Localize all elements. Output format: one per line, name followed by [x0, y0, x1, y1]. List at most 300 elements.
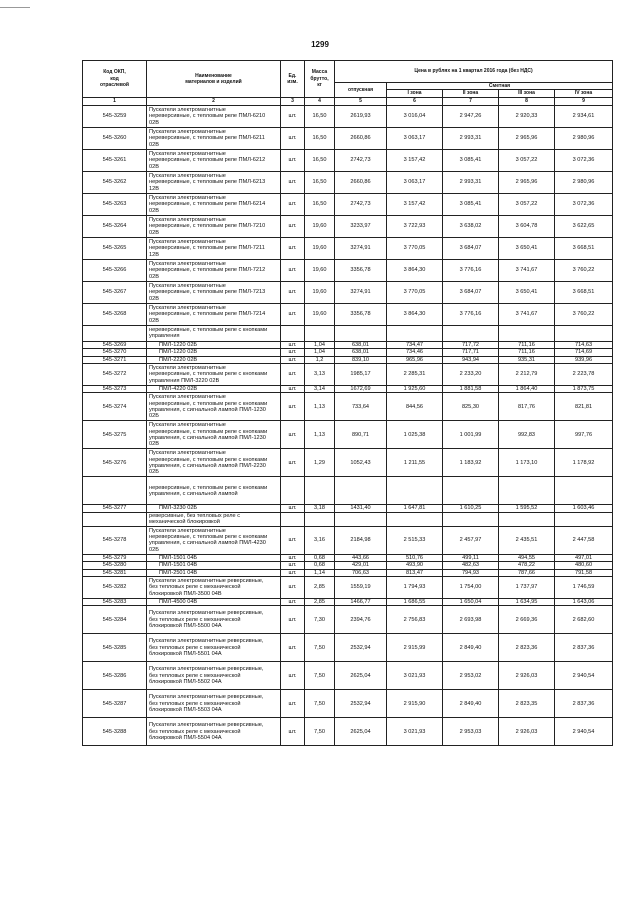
cell-mass: 3,16 [305, 526, 335, 554]
cell-mass: 2,85 [305, 599, 335, 606]
cell-zone-3-price: 3 057,22 [499, 193, 555, 215]
cell-name: Пускатели электромагнитные нереверсивные, с тепловым реле с кнопками управления ПМЛ-3220 02В [147, 364, 281, 386]
cell-unit: шт. [281, 349, 305, 356]
cell-zone-2-price: 2 947,26 [443, 105, 499, 127]
cell-zone-3-price: 478,22 [499, 562, 555, 569]
cell-mass: 7,50 [305, 718, 335, 746]
column-number: 2 [147, 97, 281, 105]
column-number: 7 [443, 97, 499, 105]
cell-name: Пускатели электромагнитные нереверсивные, с тепловым реле с кнопками управления, с сигнальной лампой ПМЛ-1230 02Б [147, 393, 281, 421]
cell-code: 545-3270 [83, 349, 147, 356]
cell-name: Пускатели электромагнитные нереверсивные, с тепловым реле ПМЛ-7212 02В [147, 259, 281, 281]
table-row [83, 149, 613, 171]
cell-release-price: 2742,73 [335, 193, 387, 215]
cell-code: 545-3262 [83, 171, 147, 193]
cell-zone-3-price: 711,16 [499, 349, 555, 356]
cell-release-price: 443,66 [335, 554, 387, 561]
cell-zone-2-price: 1 881,58 [443, 386, 499, 393]
cell-zone-3-price: 3 604,78 [499, 215, 555, 237]
cell-name: Пускатели электромагнитные нереверсивные, с тепловым реле ПМЛ-7214 02В [147, 303, 281, 325]
cell-name: Пускатели электромагнитные реверсивные, без тепловых реле с механической блокировкой ПМЛ-5501 04А [147, 634, 281, 662]
header-name: Наименование материалов и изделий [147, 61, 281, 98]
cell-zone-2-price: 3 684,07 [443, 281, 499, 303]
cell-unit: шт. [281, 149, 305, 171]
cell-zone-4-price: 791,58 [555, 569, 613, 576]
cell-code: 545-3280 [83, 562, 147, 569]
header-release-price: отпускная [335, 83, 387, 98]
cell-zone-4-price [555, 512, 613, 526]
cell-zone-2-price: 2 457,97 [443, 526, 499, 554]
cell-zone-4-price: 714,63 [555, 341, 613, 348]
cell-code: 545-3275 [83, 421, 147, 449]
cell-zone-4-price: 2 837,36 [555, 690, 613, 718]
cell-unit: шт. [281, 193, 305, 215]
cell-zone-1-price: 3 864,30 [387, 259, 443, 281]
cell-zone-1-price: 1 025,38 [387, 421, 443, 449]
cell-code: 545-3261 [83, 149, 147, 171]
cell-zone-4-price [555, 325, 613, 341]
cell-zone-3-price: 817,76 [499, 393, 555, 421]
cell-code: 545-3281 [83, 569, 147, 576]
cell-zone-2-price: 1 610,25 [443, 505, 499, 512]
cell-zone-3-price: 1 634,95 [499, 599, 555, 606]
cell-release-price: 3356,78 [335, 259, 387, 281]
cell-zone-3-price: 1 173,10 [499, 449, 555, 477]
cell-name: Пускатели электромагнитные нереверсивные, с тепловым реле с кнопками управления, с сигнальной лампой ПМЛ-1230 02В [147, 421, 281, 449]
cell-zone-4-price: 3 072,36 [555, 149, 613, 171]
cell-zone-3-price: 787,66 [499, 569, 555, 576]
cell-zone-3-price [499, 477, 555, 505]
cell-unit: шт. [281, 606, 305, 634]
cell-zone-2-price: 2 993,31 [443, 127, 499, 149]
table-row [83, 690, 613, 718]
cell-mass: 7,50 [305, 634, 335, 662]
top-edge-mark [0, 4, 30, 8]
cell-unit: шт. [281, 449, 305, 477]
cell-unit: шт. [281, 562, 305, 569]
cell-unit: шт. [281, 393, 305, 421]
cell-unit: шт. [281, 526, 305, 554]
cell-zone-4-price: 2 223,78 [555, 364, 613, 386]
cell-release-price: 1559,19 [335, 577, 387, 599]
cell-release-price: 2184,98 [335, 526, 387, 554]
table-row [83, 421, 613, 449]
cell-zone-2-price: 3 776,16 [443, 303, 499, 325]
cell-name: ПМЛ-4220 02В [147, 386, 281, 393]
cell-zone-3-price: 2 212,79 [499, 364, 555, 386]
cell-mass: 0,68 [305, 562, 335, 569]
cell-zone-2-price: 1 754,00 [443, 577, 499, 599]
cell-unit: шт. [281, 569, 305, 576]
cell-name: Пускатели электромагнитные нереверсивные, с тепловым реле с кнопками управления, с сигнальной лампой ПМЛ-2230 02Б [147, 449, 281, 477]
cell-zone-1-price: 2 515,33 [387, 526, 443, 554]
cell-unit: шт. [281, 171, 305, 193]
cell-release-price: 3274,91 [335, 237, 387, 259]
cell-zone-1-price: 813,47 [387, 569, 443, 576]
cell-name: нереверсивные, с тепловым реле с кнопками управления, с сигнальной лампой [147, 477, 281, 505]
cell-mass: 3,14 [305, 386, 335, 393]
cell-release-price: 733,64 [335, 393, 387, 421]
cell-zone-3-price: 3 741,67 [499, 303, 555, 325]
cell-mass: 16,50 [305, 105, 335, 127]
cell-zone-4-price: 3 668,51 [555, 237, 613, 259]
cell-unit: шт. [281, 505, 305, 512]
cell-zone-1-price: 3 770,05 [387, 281, 443, 303]
cell-name: ПМЛ-2501 04В [147, 569, 281, 576]
cell-unit [281, 512, 305, 526]
cell-zone-4-price: 2 837,36 [555, 634, 613, 662]
cell-name: Пускатели электромагнитные нереверсивные, с тепловым реле ПМЛ-6211 02В [147, 127, 281, 149]
cell-mass: 19,60 [305, 215, 335, 237]
table-row [83, 127, 613, 149]
cell-zone-1-price: 1 211,55 [387, 449, 443, 477]
cell-zone-2-price: 3 085,41 [443, 149, 499, 171]
cell-code: 545-3287 [83, 690, 147, 718]
cell-zone-4-price: 497,01 [555, 554, 613, 561]
cell-zone-4-price: 2 940,54 [555, 718, 613, 746]
cell-release-price: 638,01 [335, 341, 387, 348]
cell-mass: 1,14 [305, 569, 335, 576]
cell-mass: 16,50 [305, 193, 335, 215]
cell-zone-3-price: 992,83 [499, 421, 555, 449]
cell-zone-2-price: 2 953,02 [443, 662, 499, 690]
cell-mass: 1,13 [305, 393, 335, 421]
cell-zone-1-price: 3 722,93 [387, 215, 443, 237]
cell-zone-1-price: 3 016,04 [387, 105, 443, 127]
cell-code: 545-3282 [83, 577, 147, 599]
cell-release-price: 2619,93 [335, 105, 387, 127]
cell-zone-2-price: 3 085,41 [443, 193, 499, 215]
cell-zone-2-price: 794,93 [443, 569, 499, 576]
cell-name: Пускатели электромагнитные нереверсивные, с тепловым реле ПМЛ-7210 02В [147, 215, 281, 237]
cell-zone-4-price: 3 622,65 [555, 215, 613, 237]
table-row [83, 393, 613, 421]
cell-mass: 19,60 [305, 281, 335, 303]
table-body [83, 105, 613, 746]
cell-code: 545-3266 [83, 259, 147, 281]
header-zone-4: IV зона [555, 90, 613, 97]
cell-zone-4-price: 1 873,75 [555, 386, 613, 393]
column-number: 6 [387, 97, 443, 105]
cell-name: Пускатели электромагнитные реверсивные, без тепловых реле с механической блокировкой ПМЛ-5504 04А [147, 718, 281, 746]
header-unit: Ед. изм. [281, 61, 305, 98]
cell-zone-4-price: 3 072,36 [555, 193, 613, 215]
cell-zone-1-price: 2 285,31 [387, 364, 443, 386]
table-row [83, 526, 613, 554]
table-row [83, 599, 613, 606]
cell-mass: 19,60 [305, 303, 335, 325]
cell-mass: 19,60 [305, 237, 335, 259]
cell-zone-1-price [387, 512, 443, 526]
cell-mass: 0,68 [305, 554, 335, 561]
cell-release-price: 2660,86 [335, 127, 387, 149]
cell-mass: 16,50 [305, 171, 335, 193]
cell-code: 545-3283 [83, 599, 147, 606]
cell-zone-1-price: 3 063,17 [387, 127, 443, 149]
cell-code: 545-3260 [83, 127, 147, 149]
cell-unit: шт. [281, 421, 305, 449]
cell-zone-4-price: 1 178,92 [555, 449, 613, 477]
cell-unit: шт. [281, 634, 305, 662]
cell-zone-3-price: 2 965,96 [499, 127, 555, 149]
cell-code: 545-3286 [83, 662, 147, 690]
cell-mass [305, 512, 335, 526]
cell-name: Пускатели электромагнитные нереверсивные, с тепловым реле ПМЛ-6212 02В [147, 149, 281, 171]
cell-zone-2-price: 2 953,03 [443, 718, 499, 746]
cell-zone-3-price: 1 864,40 [499, 386, 555, 393]
cell-zone-4-price: 939,96 [555, 356, 613, 363]
cell-zone-3-price: 1 737,97 [499, 577, 555, 599]
table-row [83, 449, 613, 477]
cell-zone-1-price: 734,46 [387, 349, 443, 356]
cell-zone-1-price: 1 686,55 [387, 599, 443, 606]
cell-zone-2-price: 3 776,16 [443, 259, 499, 281]
cell-code: 545-3278 [83, 526, 147, 554]
cell-zone-4-price: 1 746,59 [555, 577, 613, 599]
table-row [83, 512, 613, 526]
cell-zone-1-price: 3 063,17 [387, 171, 443, 193]
cell-mass: 1,2 [305, 356, 335, 363]
cell-unit [281, 325, 305, 341]
header-code: Код ОКП, код отраслевой [83, 61, 147, 98]
cell-name: Пускатели электромагнитные нереверсивные, с тепловым реле ПМЛ-6210 02В [147, 105, 281, 127]
column-number: 3 [281, 97, 305, 105]
cell-zone-2-price: 717,71 [443, 349, 499, 356]
cell-mass: 1,04 [305, 341, 335, 348]
table-row [83, 341, 613, 348]
cell-zone-1-price: 2 915,90 [387, 690, 443, 718]
header-zone-1: I зона [387, 90, 443, 97]
cell-zone-2-price: 2 693,98 [443, 606, 499, 634]
table-row [83, 215, 613, 237]
cell-zone-2-price: 3 684,07 [443, 237, 499, 259]
cell-mass: 16,50 [305, 149, 335, 171]
cell-zone-4-price: 3 668,51 [555, 281, 613, 303]
cell-name: Пускатели электромагнитные нереверсивные, с тепловым реле ПМЛ-7213 02В [147, 281, 281, 303]
cell-zone-1-price: 1 925,60 [387, 386, 443, 393]
cell-release-price: 890,71 [335, 421, 387, 449]
cell-zone-4-price: 2 940,54 [555, 662, 613, 690]
cell-mass: 7,50 [305, 690, 335, 718]
table-row [83, 554, 613, 561]
cell-zone-1-price: 844,56 [387, 393, 443, 421]
cell-name: Пускатели электромагнитные нереверсивные, с тепловым реле с кнопками управления, с сигнальной лампой ПМЛ-4230 02Б [147, 526, 281, 554]
cell-name: ПМЛ-1220 02Б [147, 341, 281, 348]
cell-mass: 1,13 [305, 421, 335, 449]
cell-name: ПМЛ-3230 02Б [147, 505, 281, 512]
cell-zone-3-price: 2 926,03 [499, 662, 555, 690]
cell-mass: 1,04 [305, 349, 335, 356]
cell-zone-1-price: 510,76 [387, 554, 443, 561]
cell-unit: шт. [281, 690, 305, 718]
header-estimate-group: Сметная [387, 83, 613, 90]
cell-zone-4-price: 2 682,60 [555, 606, 613, 634]
table-row [83, 505, 613, 512]
cell-zone-4-price: 821,81 [555, 393, 613, 421]
cell-code: 545-3267 [83, 281, 147, 303]
cell-zone-1-price: 3 157,42 [387, 193, 443, 215]
cell-zone-2-price: 482,63 [443, 562, 499, 569]
cell-zone-4-price: 1 603,46 [555, 505, 613, 512]
cell-name: ПМЛ-1501 04Б [147, 554, 281, 561]
cell-name: Пускатели электромагнитные реверсивные, без тепловых реле с механической блокировкой ПМЛ-3500 04В [147, 577, 281, 599]
cell-release-price: 2660,86 [335, 171, 387, 193]
cell-name: Пускатели электромагнитные нереверсивные, с тепловым реле ПМЛ-6214 02В [147, 193, 281, 215]
cell-zone-2-price: 717,72 [443, 341, 499, 348]
cell-code: 545-3263 [83, 193, 147, 215]
cell-zone-3-price: 2 823,35 [499, 690, 555, 718]
cell-name: Пускатели электромагнитные реверсивные, без тепловых реле с механической блокировкой ПМЛ-5502 04А [147, 662, 281, 690]
cell-unit: шт. [281, 364, 305, 386]
cell-release-price [335, 325, 387, 341]
cell-zone-3-price: 2 823,36 [499, 634, 555, 662]
cell-unit [281, 477, 305, 505]
cell-zone-4-price: 2 980,96 [555, 127, 613, 149]
cell-zone-1-price: 734,47 [387, 341, 443, 348]
cell-name: ПМЛ-2220 02В [147, 356, 281, 363]
column-number: 5 [335, 97, 387, 105]
cell-zone-3-price [499, 512, 555, 526]
cell-unit: шт. [281, 577, 305, 599]
table-row [83, 193, 613, 215]
cell-unit: шт. [281, 341, 305, 348]
cell-zone-1-price: 3 864,30 [387, 303, 443, 325]
cell-zone-3-price: 2 926,03 [499, 718, 555, 746]
table-header [83, 61, 613, 106]
cell-zone-4-price: 714,69 [555, 349, 613, 356]
cell-zone-1-price: 1 647,81 [387, 505, 443, 512]
cell-zone-2-price: 1 183,92 [443, 449, 499, 477]
header-mass: Масса брутто, кг [305, 61, 335, 98]
cell-code: 545-3269 [83, 341, 147, 348]
cell-release-price: 2625,04 [335, 662, 387, 690]
cell-zone-4-price: 2 934,61 [555, 105, 613, 127]
cell-zone-3-price: 2 669,36 [499, 606, 555, 634]
cell-release-price [335, 477, 387, 505]
table-row [83, 349, 613, 356]
price-table [82, 60, 613, 746]
cell-name: Пускатели электромагнитные реверсивные, без тепловых реле с механической блокировкой ПМЛ-5503 04А [147, 690, 281, 718]
table-row [83, 325, 613, 341]
table-row [83, 634, 613, 662]
cell-zone-2-price [443, 477, 499, 505]
column-numbers-row [83, 97, 613, 105]
cell-code: 545-3265 [83, 237, 147, 259]
cell-release-price: 3233,97 [335, 215, 387, 237]
cell-zone-2-price: 2 849,40 [443, 634, 499, 662]
cell-zone-1-price: 3 770,05 [387, 237, 443, 259]
cell-mass [305, 477, 335, 505]
table-row [83, 718, 613, 746]
cell-zone-3-price: 2 920,33 [499, 105, 555, 127]
cell-release-price: 1466,77 [335, 599, 387, 606]
cell-code: 545-3268 [83, 303, 147, 325]
cell-release-price: 429,01 [335, 562, 387, 569]
cell-release-price [335, 512, 387, 526]
table-row [83, 356, 613, 363]
cell-zone-2-price: 2 233,20 [443, 364, 499, 386]
cell-zone-3-price: 3 741,67 [499, 259, 555, 281]
cell-mass: 7,50 [305, 662, 335, 690]
cell-unit: шт. [281, 718, 305, 746]
cell-zone-4-price: 2 980,96 [555, 171, 613, 193]
cell-zone-3-price: 1 595,52 [499, 505, 555, 512]
cell-release-price: 3356,78 [335, 303, 387, 325]
cell-code: 545-3279 [83, 554, 147, 561]
cell-mass [305, 325, 335, 341]
cell-unit: шт. [281, 303, 305, 325]
cell-release-price: 2394,76 [335, 606, 387, 634]
cell-name: ПМЛ-1220 02В [147, 349, 281, 356]
cell-release-price: 1672,69 [335, 386, 387, 393]
table-row [83, 237, 613, 259]
cell-unit: шт. [281, 386, 305, 393]
cell-name: ПМЛ-1501 04В [147, 562, 281, 569]
page-number: 1299 [311, 40, 329, 49]
cell-mass: 1,29 [305, 449, 335, 477]
cell-release-price: 2742,73 [335, 149, 387, 171]
cell-code: 545-3284 [83, 606, 147, 634]
table-row [83, 562, 613, 569]
cell-unit: шт. [281, 127, 305, 149]
cell-zone-1-price: 1 794,93 [387, 577, 443, 599]
column-number: 9 [555, 97, 613, 105]
cell-code: 545-3274 [83, 393, 147, 421]
cell-name: Пускатели электромагнитные нереверсивные, с тепловым реле ПМЛ-6213 12В [147, 171, 281, 193]
cell-zone-3-price [499, 325, 555, 341]
cell-zone-4-price: 480,60 [555, 562, 613, 569]
cell-unit: шт. [281, 215, 305, 237]
cell-release-price: 2532,94 [335, 634, 387, 662]
cell-code [83, 477, 147, 505]
cell-unit: шт. [281, 599, 305, 606]
cell-zone-3-price: 935,31 [499, 356, 555, 363]
cell-zone-1-price: 493,90 [387, 562, 443, 569]
cell-zone-3-price: 3 650,41 [499, 237, 555, 259]
cell-zone-4-price: 3 760,22 [555, 259, 613, 281]
cell-zone-4-price: 3 760,22 [555, 303, 613, 325]
cell-zone-3-price: 3 057,22 [499, 149, 555, 171]
cell-mass: 3,18 [305, 505, 335, 512]
cell-unit: шт. [281, 281, 305, 303]
cell-zone-1-price [387, 477, 443, 505]
cell-zone-1-price: 2 915,99 [387, 634, 443, 662]
table-row [83, 606, 613, 634]
header-zone-2: II зона [443, 90, 499, 97]
cell-code: 545-3264 [83, 215, 147, 237]
column-number: 8 [499, 97, 555, 105]
cell-release-price: 2625,04 [335, 718, 387, 746]
table-row [83, 386, 613, 393]
column-number: 4 [305, 97, 335, 105]
cell-zone-2-price: 1 650,04 [443, 599, 499, 606]
cell-code: 545-3272 [83, 364, 147, 386]
cell-name: нереверсивные, с тепловым реле с кнопками управления [147, 325, 281, 341]
cell-zone-1-price: 3 157,42 [387, 149, 443, 171]
cell-zone-2-price: 2 849,40 [443, 690, 499, 718]
cell-unit: шт. [281, 259, 305, 281]
table-row [83, 303, 613, 325]
cell-code: 545-3276 [83, 449, 147, 477]
cell-code [83, 512, 147, 526]
table-row [83, 281, 613, 303]
header-zone-3: III зона [499, 90, 555, 97]
cell-zone-3-price: 3 650,41 [499, 281, 555, 303]
cell-release-price: 839,10 [335, 356, 387, 363]
cell-zone-1-price [387, 325, 443, 341]
cell-zone-3-price: 494,55 [499, 554, 555, 561]
cell-zone-2-price [443, 325, 499, 341]
